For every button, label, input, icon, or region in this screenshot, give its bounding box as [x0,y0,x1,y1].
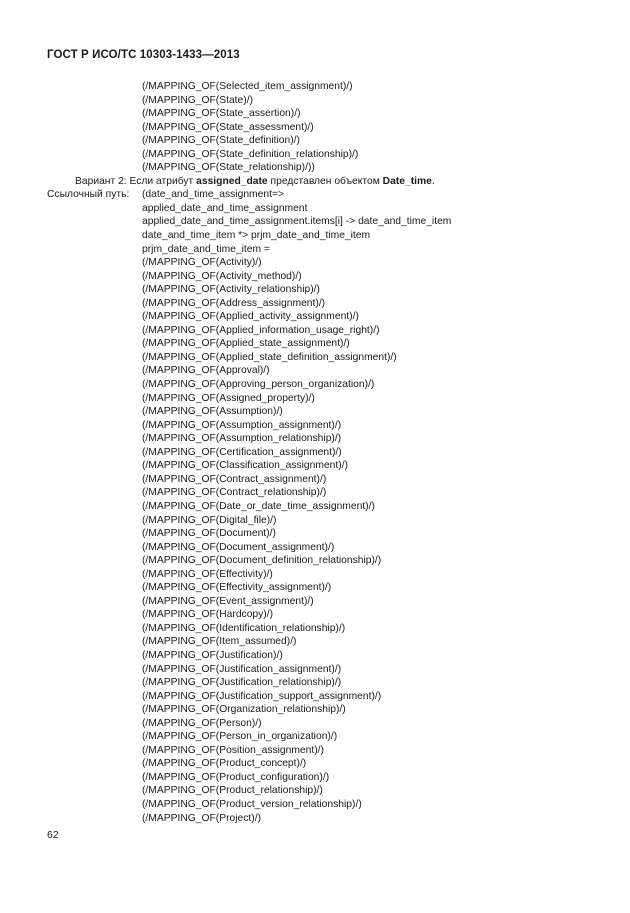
mapping-line: (/MAPPING_OF(Document_assignment)/) [142,541,335,553]
mapping-line: (/MAPPING_OF(Effectivity)/) [142,568,273,580]
mapping-line: (/MAPPING_OF(Contract_assignment)/) [142,473,327,485]
variant-attribute: assigned_date [196,175,268,187]
mapping-line: (/MAPPING_OF(State_relationship)/)) [142,162,315,174]
mapping-line: (/MAPPING_OF(Product_version_relationship)/) [142,798,362,810]
mapping-line: (/MAPPING_OF(Document)/) [142,528,276,540]
mapping-line: (/MAPPING_OF(Classification_assignment)/) [142,460,348,472]
reference-path-line: applied_date_and_time_assignment.items[i] -> date_and_time_item [142,216,452,228]
mapping-line: (/MAPPING_OF(Project)/) [142,812,261,824]
mapping-line: (/MAPPING_OF(State)/) [142,94,253,106]
mapping-line: (/MAPPING_OF(Applied_state_definition_assignment)/) [142,351,397,363]
variant-entity: Date_time [382,175,432,187]
mapping-line: (/MAPPING_OF(Identification_relationship)/) [142,622,346,634]
mapping-line: (/MAPPING_OF(State_assertion)/) [142,108,301,120]
document-header: ГОСТ Р ИСО/ТС 10303-1433—2013 [47,49,240,61]
mapping-line: (/MAPPING_OF(Effectivity_assignment)/) [142,582,332,594]
mapping-line: (/MAPPING_OF(Product_configuration)/) [142,771,330,783]
mapping-list [0,256,630,825]
mapping-line: (/MAPPING_OF(Product_relationship)/) [142,785,323,797]
mapping-line: (/MAPPING_OF(Justification_support_assignment)/) [142,690,382,702]
mapping-line: (/MAPPING_OF(Selected_item_assignment)/) [142,81,353,92]
mapping-line: (/MAPPING_OF(Digital_file)/) [142,514,277,526]
reference-label: Ссылочный путь: [47,189,130,201]
content-block [0,80,630,825]
mapping-line: (/MAPPING_OF(Assumption)/) [142,406,283,418]
mapping-line: (/MAPPING_OF(Assumption_relationship)/) [142,433,342,445]
variant-line [0,175,630,189]
mapping-line: (/MAPPING_OF(Item_assumed)/) [142,636,297,648]
mapping-line: (/MAPPING_OF(Document_definition_relationship)/) [142,555,382,567]
mapping-line: (/MAPPING_OF(Position_assignment)/) [142,744,324,756]
mapping-line: (/MAPPING_OF(Activity_method)/) [142,270,302,282]
mapping-line: (/MAPPING_OF(Justification)/) [142,649,283,661]
reference-path-line: prjm_date_and_time_item = [142,243,270,255]
variant-prefix: Вариант 2: Если атрибут [75,175,197,187]
mapping-line: (/MAPPING_OF(Justification_assignment)/) [142,663,342,675]
mapping-line: (/MAPPING_OF(Approving_person_organization)/) [142,379,375,391]
mapping-line: (/MAPPING_OF(Approval)/) [142,365,270,377]
reference-path-first-line [0,188,630,202]
variant-suffix: . [431,175,435,187]
page-number: 62 [47,829,59,841]
reference-path-line: applied_date_and_time_assignment [142,202,308,214]
mapping-line: (/MAPPING_OF(Contract_relationship)/) [142,487,327,499]
mapping-line: (/MAPPING_OF(Organization_relationship)/) [142,704,346,716]
mapping-line: (/MAPPING_OF(State_definition_relationship)/) [142,148,359,160]
reference-path-line: (date_and_time_assignment=> [142,189,284,201]
mapping-line: (/MAPPING_OF(Applied_activity_assignment)/) [142,311,359,323]
mapping-line: (/MAPPING_OF(Justification_relationship)/) [142,677,342,689]
mapping-line: (/MAPPING_OF(Applied_information_usage_right)/) [142,324,380,336]
mapping-line: (/MAPPING_OF(Event_assignment)/) [142,595,314,607]
mapping-line: (/MAPPING_OF(State_definition)/) [142,135,300,147]
mapping-line: (/MAPPING_OF(Assumption_assignment)/) [142,419,342,431]
mapping-line: (/MAPPING_OF(Certification_assignment)/) [142,446,342,458]
mapping-line: (/MAPPING_OF(Person)/) [142,717,262,729]
reference-path-line: date_and_time_item *> prjm_date_and_time_item [142,230,371,242]
mapping-line: (/MAPPING_OF(Activity)/) [142,257,262,269]
mapping-line: (/MAPPING_OF(Hardcopy)/) [142,609,274,621]
mapping-line: (/MAPPING_OF(Date_or_date_time_assignment)/) [142,500,375,512]
mapping-line: (/MAPPING_OF(Product_concept)/) [142,758,307,770]
mapping-line: (/MAPPING_OF(Address_assignment)/) [142,297,326,309]
mapping-line: (/MAPPING_OF(Applied_state_assignment)/) [142,338,350,350]
mapping-line: (/MAPPING_OF(Assigned_property)/) [142,392,315,404]
variant-middle: представлен объектом [267,175,383,187]
mapping-line: (/MAPPING_OF(Person_in_organization)/) [142,731,338,743]
mapping-line: (/MAPPING_OF(Activity_relationship)/) [142,284,320,296]
top-mapping-list [0,80,630,175]
mapping-line: (/MAPPING_OF(State_assessment)/) [142,121,314,133]
